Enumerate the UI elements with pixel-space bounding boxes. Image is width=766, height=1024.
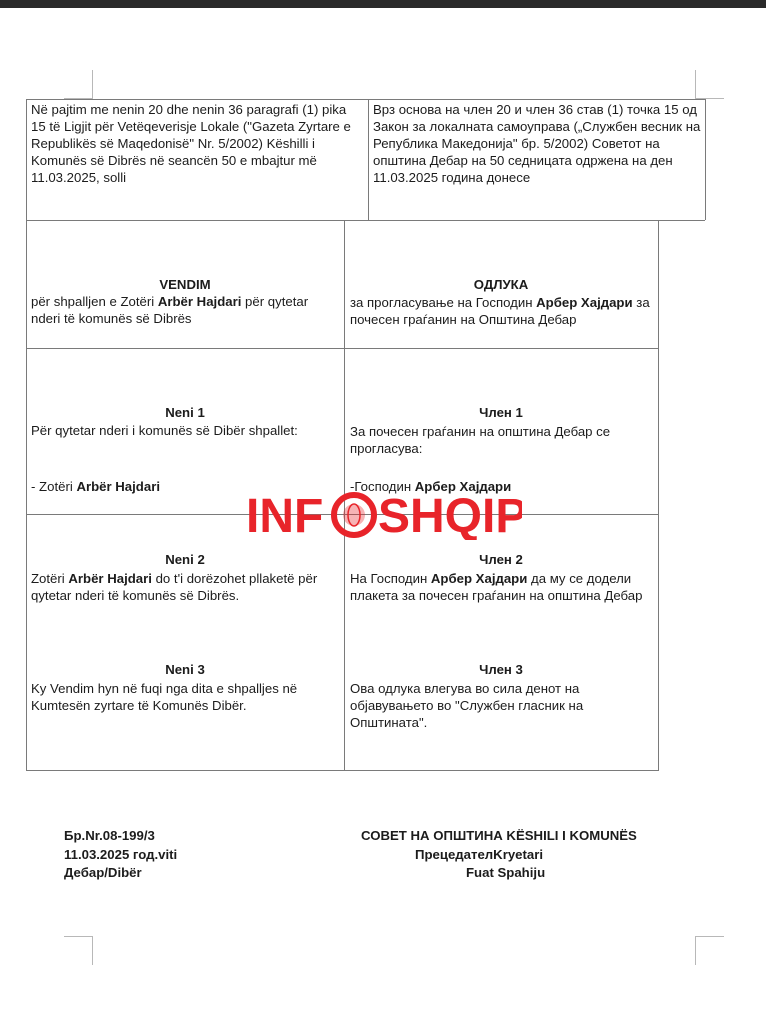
article1-item-albanian: - Zotëri Arbër Hajdari: [31, 479, 160, 494]
crop-mark-top-right: [695, 70, 724, 99]
decision-title-albanian: VENDIM: [159, 277, 211, 292]
article1-title-macedonian: Член 1: [479, 405, 523, 420]
article1-title-albanian: Neni 1: [165, 405, 205, 420]
article3-title-macedonian: Член 3: [479, 662, 523, 677]
article3-title-albanian: Neni 3: [165, 662, 205, 677]
decision-text-macedonian: за прогласување на Господин Арбер Хајдари за почесен граѓанин на Општина Дебар: [350, 295, 650, 327]
document-date: 11.03.2025 год.viti: [64, 847, 178, 862]
watermark-logo: [246, 488, 522, 540]
honoree-name: Arbër Hajdari: [76, 479, 160, 494]
chair-title: ПрецедателKryetari: [415, 847, 544, 862]
honoree-name: Арбер Хајдари: [414, 479, 512, 494]
article1-text-albanian: Për qytetar nderi i komunës së Dibër shpallet:: [31, 423, 298, 438]
reference-number: Бр.Nr.08-199/3: [64, 828, 155, 843]
crop-mark-bottom-left: [64, 936, 93, 965]
honoree-name: Arbër Hajdari: [157, 294, 242, 309]
article1-text-macedonian: За почесен граѓанин на општина Дебар се прогласува:: [350, 424, 611, 456]
article3-text-macedonian: Ова одлука влегува во сила денот на објавувањето во "Службен гласник на Општината".: [350, 681, 584, 730]
council-name: СОВЕТ НА ОПШТИНА KËSHILI I KOMUNËS: [361, 828, 637, 843]
document-place: Дебар/Dibër: [64, 865, 142, 880]
article2-text-albanian: Zotëri Arbër Hajdari do t'i dorëzohet pllaketë për qytetar nderi të komunës së Dibrës.: [31, 571, 318, 603]
article2-title-macedonian: Член 2: [479, 552, 523, 567]
intro-macedonian: Врз основа на член 20 и член 36 став (1) точка 15 од Закон за локалната самоуправа („Службен весник на Република Македонија" бр. 5/2002) Советот на општина Дебар на 50 седницата одржена на ден 11.03.2025 година донесе: [373, 102, 701, 185]
crop-mark-bottom-right: [695, 936, 724, 965]
honoree-name: Arbër Hajdari: [68, 571, 152, 586]
honoree-name: Арбер Хајдари: [430, 571, 528, 586]
intro-albanian: Në pajtim me nenin 20 dhe nenin 36 paragrafi (1) pika 15 të Ligjit për Vetëqeverisje Lokale ("Gazeta Zyrtare e Republikës së Maqedonisë" Nr. 5/2002) Këshilli i Komunës së Dibrës në seancën 50 e mbajtur më 11.03.2025, solli: [31, 102, 351, 185]
article3-text-albanian: Ky Vendim hyn në fuqi nga dita e shpalljes në Kumtesën zyrtare të Komunës Dibër.: [31, 681, 298, 713]
article2-text-macedonian: На Господин Арбер Хајдари да му се додели плакета за почесен граѓанин на општина Дебар: [350, 571, 643, 603]
top-bar: [0, 0, 766, 8]
article1-item-macedonian: -Господин Арбер Хајдари: [350, 479, 512, 494]
decision-text-albanian: për shpalljen e Zotëri Arbër Hajdari për qytetar nderi të komunës së Dibrës: [31, 294, 309, 326]
watermark-text-right: SHQIP: [378, 490, 522, 540]
globe-icon: [334, 495, 374, 535]
honoree-name: Арбер Хајдари: [536, 295, 633, 310]
chair-name: Fuat Spahiju: [466, 865, 546, 880]
article2-title-albanian: Neni 2: [165, 552, 205, 567]
crop-mark-top-left: [64, 70, 93, 99]
watermark-text-left: INF: [246, 490, 324, 540]
decision-title-macedonian: ОДЛУКА: [473, 277, 529, 292]
infoshqip-watermark: [246, 488, 522, 540]
